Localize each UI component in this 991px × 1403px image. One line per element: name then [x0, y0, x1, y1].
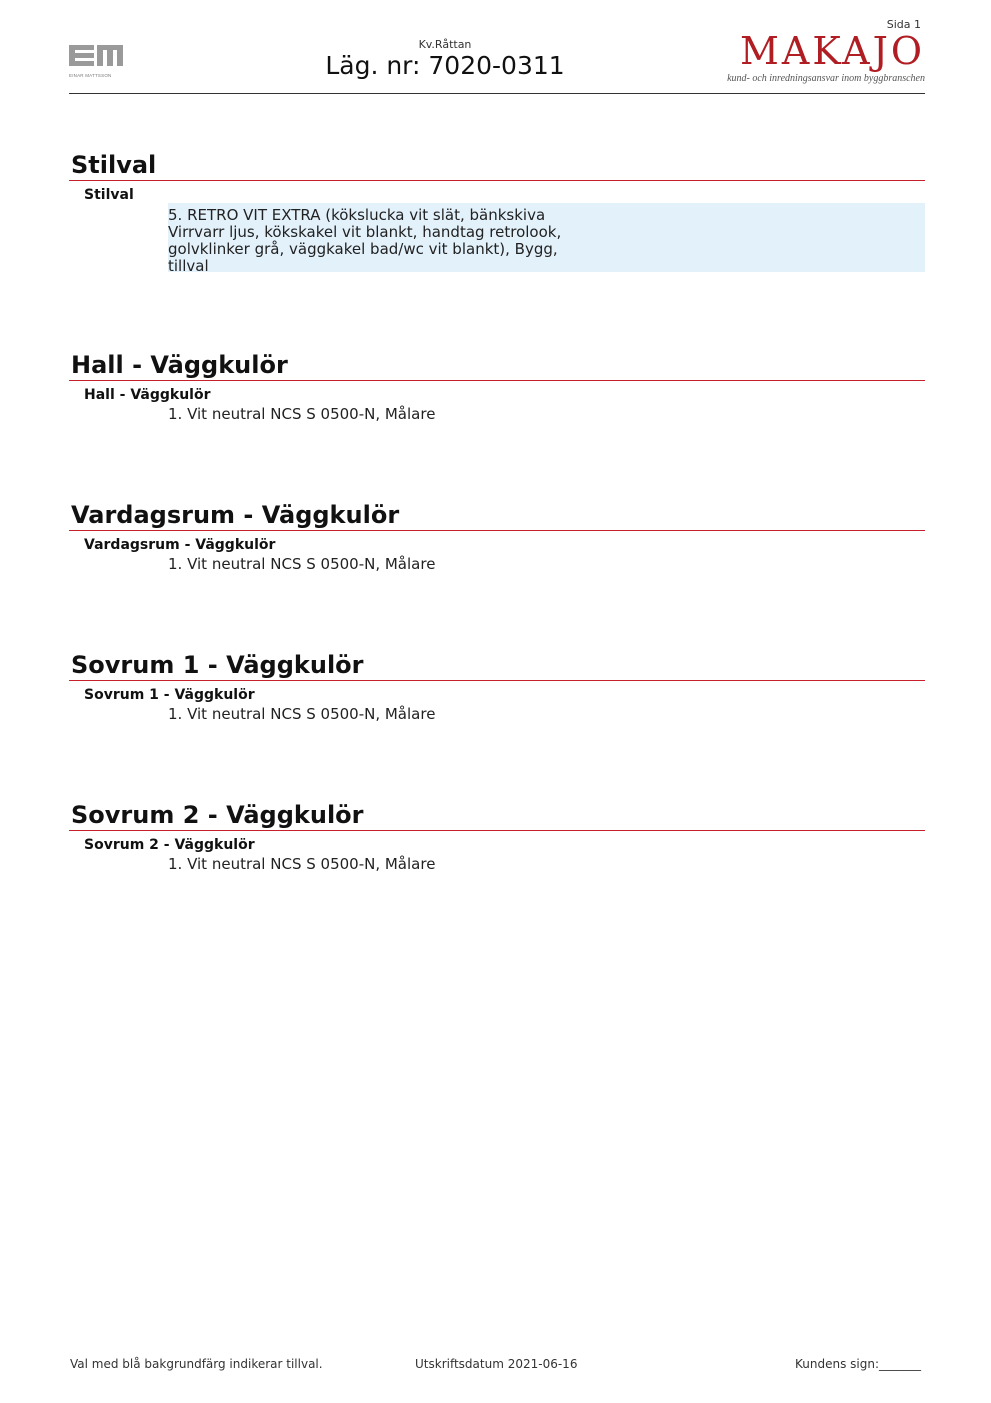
selected-option: 1. Vit neutral NCS S 0500-N, Målare — [168, 405, 436, 423]
section-title: Stilval — [71, 151, 157, 179]
section-subtitle: Vardagsrum - Väggkulör — [84, 537, 276, 553]
addon-legend: Val med blå bakgrundfärg indikerar tillval. — [70, 1357, 323, 1371]
page-footer — [70, 1357, 925, 1373]
makajo-brand: MAKAJO — [739, 29, 925, 73]
section-divider — [69, 180, 925, 181]
customer-signature: Kundens sign:_______ — [794, 1357, 921, 1371]
einar-mattsson-logo — [69, 45, 127, 81]
section-title: Vardagsrum - Väggkulör — [71, 501, 400, 529]
section-divider — [69, 680, 925, 681]
option-text: 5. RETRO VIT EXTRA (kökslucka vit slät, bänkskiva Virrvarr ljus, kökskakel vit blankt, handtag retrolook, golvklinker grå, väggkakel bad/wc vit blankt), Bygg, tillval — [168, 206, 562, 275]
page-header — [0, 0, 991, 100]
section-stilval — [69, 150, 925, 275]
em-logo-text: EINAR MATTSSON — [69, 73, 112, 78]
makajo-logo — [727, 31, 925, 85]
header-divider — [69, 93, 925, 94]
section-hall — [69, 350, 925, 423]
section-sovrum-1 — [69, 650, 925, 723]
em-logo-icon — [69, 45, 127, 71]
section-title: Sovrum 1 - Väggkulör — [71, 651, 364, 679]
project-name: Kv.Råttan — [418, 38, 472, 51]
section-divider — [69, 830, 925, 831]
selected-option: 1. Vit neutral NCS S 0500-N, Målare — [168, 855, 436, 873]
makajo-tagline: kund- och inredningsansvar inom byggbranschen — [727, 73, 925, 84]
print-date: Utskriftsdatum 2021-06-16 — [415, 1357, 578, 1371]
section-title: Sovrum 2 - Väggkulör — [71, 801, 364, 829]
selected-option-addon — [168, 203, 925, 275]
section-subtitle: Sovrum 1 - Väggkulör — [84, 687, 255, 703]
selected-option: 1. Vit neutral NCS S 0500-N, Målare — [168, 705, 436, 723]
section-subtitle: Hall - Väggkulör — [84, 387, 211, 403]
section-sovrum-2 — [69, 800, 925, 873]
section-subtitle: Stilval — [84, 187, 134, 203]
section-title: Hall - Väggkulör — [71, 351, 288, 379]
section-subtitle: Sovrum 2 - Väggkulör — [84, 837, 255, 853]
section-divider — [69, 530, 925, 531]
page-number: Sida 1 — [886, 18, 921, 31]
apartment-number: Läg. nr: 7020-0311 — [325, 51, 565, 80]
section-vardagsrum — [69, 500, 925, 573]
header-title-block — [300, 38, 590, 81]
selected-option: 1. Vit neutral NCS S 0500-N, Målare — [168, 555, 436, 573]
section-divider — [69, 380, 925, 381]
